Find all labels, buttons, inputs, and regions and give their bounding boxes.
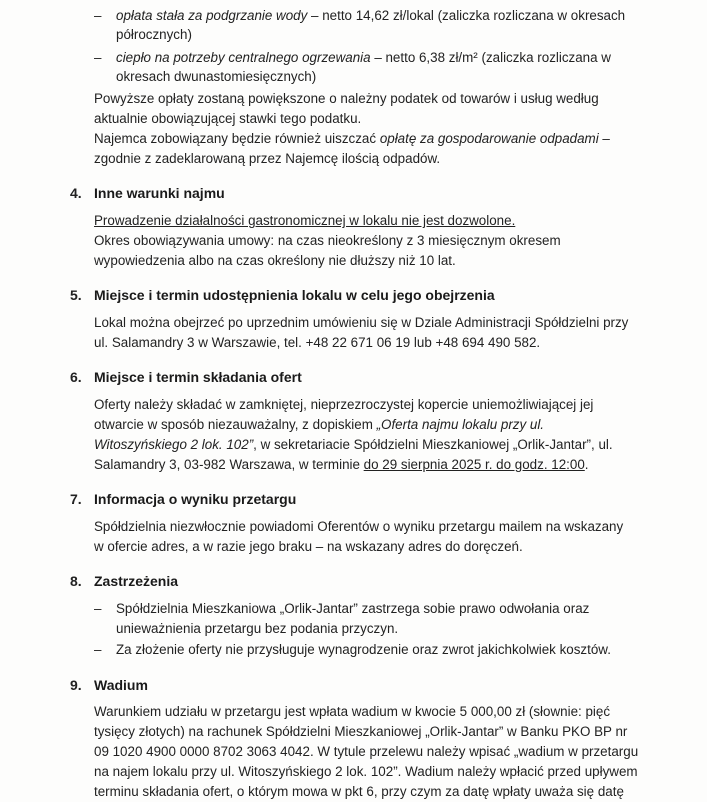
section-4-title: Inne warunki najmu (94, 185, 225, 201)
reservation-2: Za złożenie oferty nie przysługuje wynagrodzenie oraz zwrot jakichkolwiek kosztów. (116, 642, 611, 657)
section-9-line-1: Warunkiem udziału w przetargu jest wpłata wadium w kwocie 5 000,00 zł (słownie: pięć (94, 704, 611, 719)
section-4-number: 4. (70, 185, 82, 201)
waste-fee-line-1: Najemca zobowiązany będzie również uiszczać opłatę za gospodarowanie odpadami – (94, 131, 610, 146)
section-7-line-2: w ofercie adres, a w razie jego braku – na wskazany adres do doręczeń. (94, 539, 523, 554)
section-9-line-4: na najem lokalu przy ul. Witoszyńskiego 2 lok. 102”. Wadium należy wpłacić przed upływem (94, 764, 638, 779)
section-9-line-3: 09 1020 4900 0000 8702 3063 4042. W tytule przelewu należy wpisać „wadium w przetargu (94, 744, 639, 759)
section-7-title: Informacja o wyniku przetargu (94, 491, 297, 507)
section-6-line-1: Oferty należy składać w zamkniętej, nieprzezroczystej kopercie uniemożliwiającej jej (94, 397, 594, 412)
section-7-line-1: Spółdzielnia niezwłocznie powiadomi Oferentów o wyniku przetargu mailem na wskazany (94, 519, 624, 534)
vat-note-line-2: aktualnie obowiązującej stawki tego podatku. (94, 111, 362, 126)
bullet-dash: – (94, 8, 102, 23)
bullet-dash: – (94, 601, 102, 616)
section-5-line-1: Lokal można obejrzeć po uprzednim umówieniu się w Dziale Administracji Spółdzielni przy (94, 315, 629, 330)
section-7-number: 7. (70, 491, 82, 507)
section-6-line-4: Salamandry 3, 03-982 Warszawa, w terminie do 29 sierpnia 2025 r. do godz. 12:00. (94, 457, 589, 472)
section-4-line-1: Prowadzenie działalności gastronomicznej w lokalu nie jest dozwolone. (94, 213, 516, 228)
section-9-title: Wadium (94, 677, 148, 693)
section-6-title: Miejsce i termin składania ofert (94, 369, 302, 385)
section-4-line-2: Okres obowiązywania umowy: na czas nieokreślony z 3 miesięcznym okresem (94, 233, 561, 248)
section-9-line-5: terminu składania ofert, o którym mowa w pkt 6, przy czym za datę wpłaty uważa się datę (94, 784, 624, 799)
section-5-line-2: ul. Salamandry 3 w Warszawie, tel. +48 22 671 06 19 lub +48 694 490 582. (94, 335, 541, 350)
fee-water-heating-line-2: półrocznych) (116, 27, 192, 42)
bullet-dash: – (94, 50, 102, 65)
reservation-1-line-1: Spółdzielnia Mieszkaniowa „Orlik-Jantar” zastrzega sobie prawo odwołania oraz (116, 601, 590, 616)
reservation-1-line-2: unieważnienia przetargu bez podania przyczyn. (116, 621, 399, 636)
waste-fee-line-2: zgodnie z zadeklarowaną przez Najemcę ilością odpadów. (94, 151, 441, 166)
fee-heating-line-2: okresach dwunastomiesięcznych) (116, 69, 317, 84)
deadline: do 29 sierpnia 2025 r. do godz. 12:00 (363, 457, 585, 472)
section-9-line-2: tysięcy złotych) na rachunek Spółdzielni Mieszkaniowej „Orlik-Jantar” w Banku PKO BP nr (94, 724, 628, 739)
section-9-number: 9. (70, 677, 82, 693)
section-8-title: Zastrzeżenia (94, 573, 179, 589)
section-8-number: 8. (70, 573, 82, 589)
fee-water-heating-line-1: opłata stała za podgrzanie wody – netto 14,62 zł/lokal (zaliczka rozliczana w okresach (116, 8, 626, 23)
section-5-title: Miejsce i termin udostępnienia lokalu w celu jego obejrzenia (94, 287, 495, 303)
section-5-number: 5. (70, 287, 82, 303)
section-4-line-3: wypowiedzenia albo na czas określony nie dłuższy niż 10 lat. (94, 253, 456, 268)
fee-heating-line-1: ciepło na potrzeby centralnego ogrzewania – netto 6,38 zł/m² (zaliczka rozliczana w (116, 50, 611, 65)
section-6-number: 6. (70, 369, 82, 385)
bullet-dash: – (94, 642, 102, 657)
section-6-line-3: Witoszyńskiego 2 lok. 102”, w sekretariacie Spółdzielni Mieszkaniowej „Orlik-Jantar”, ul. (94, 437, 613, 452)
vat-note-line-1: Powyższe opłaty zostaną powiększone o należny podatek od towarów i usług według (94, 91, 599, 106)
section-6-line-2: otwarcie w sposób niezauważalny, z dopiskiem „Oferta najmu lokalu przy ul. (94, 417, 545, 432)
